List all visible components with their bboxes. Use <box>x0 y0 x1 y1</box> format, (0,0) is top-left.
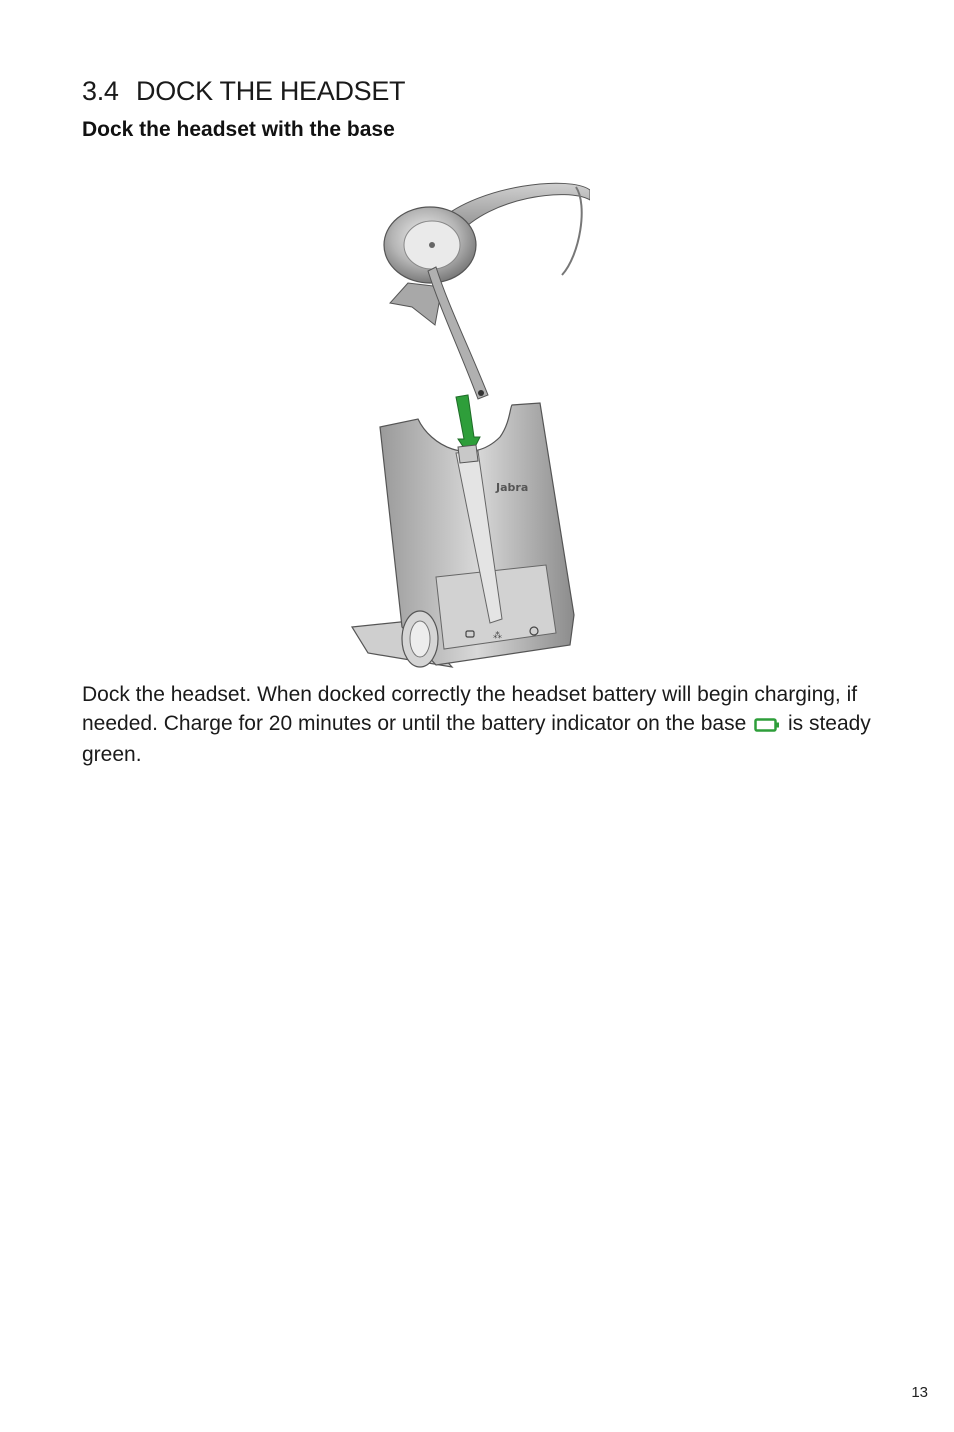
svg-text:⁂: ⁂ <box>493 631 502 641</box>
body-text-after-icon: is steady green. <box>82 712 871 766</box>
body-text-before-icon: Dock the headset. When docked correctly the headset battery will begin charging, if needed. Charge for 20 minutes or until the battery indicator on the base <box>82 683 858 735</box>
subheading: Dock the headset with the base <box>82 118 395 141</box>
headset-dock-illustration <box>340 175 590 675</box>
body-paragraph <box>82 680 882 769</box>
headset <box>384 207 488 399</box>
page-number: 13 <box>911 1384 928 1401</box>
section-title: DOCK THE HEADSET <box>136 76 406 106</box>
brand-label: Jabra <box>496 481 529 494</box>
section-heading <box>82 76 405 107</box>
battery-icon <box>754 711 780 740</box>
section-number: 3.4 <box>82 76 119 106</box>
